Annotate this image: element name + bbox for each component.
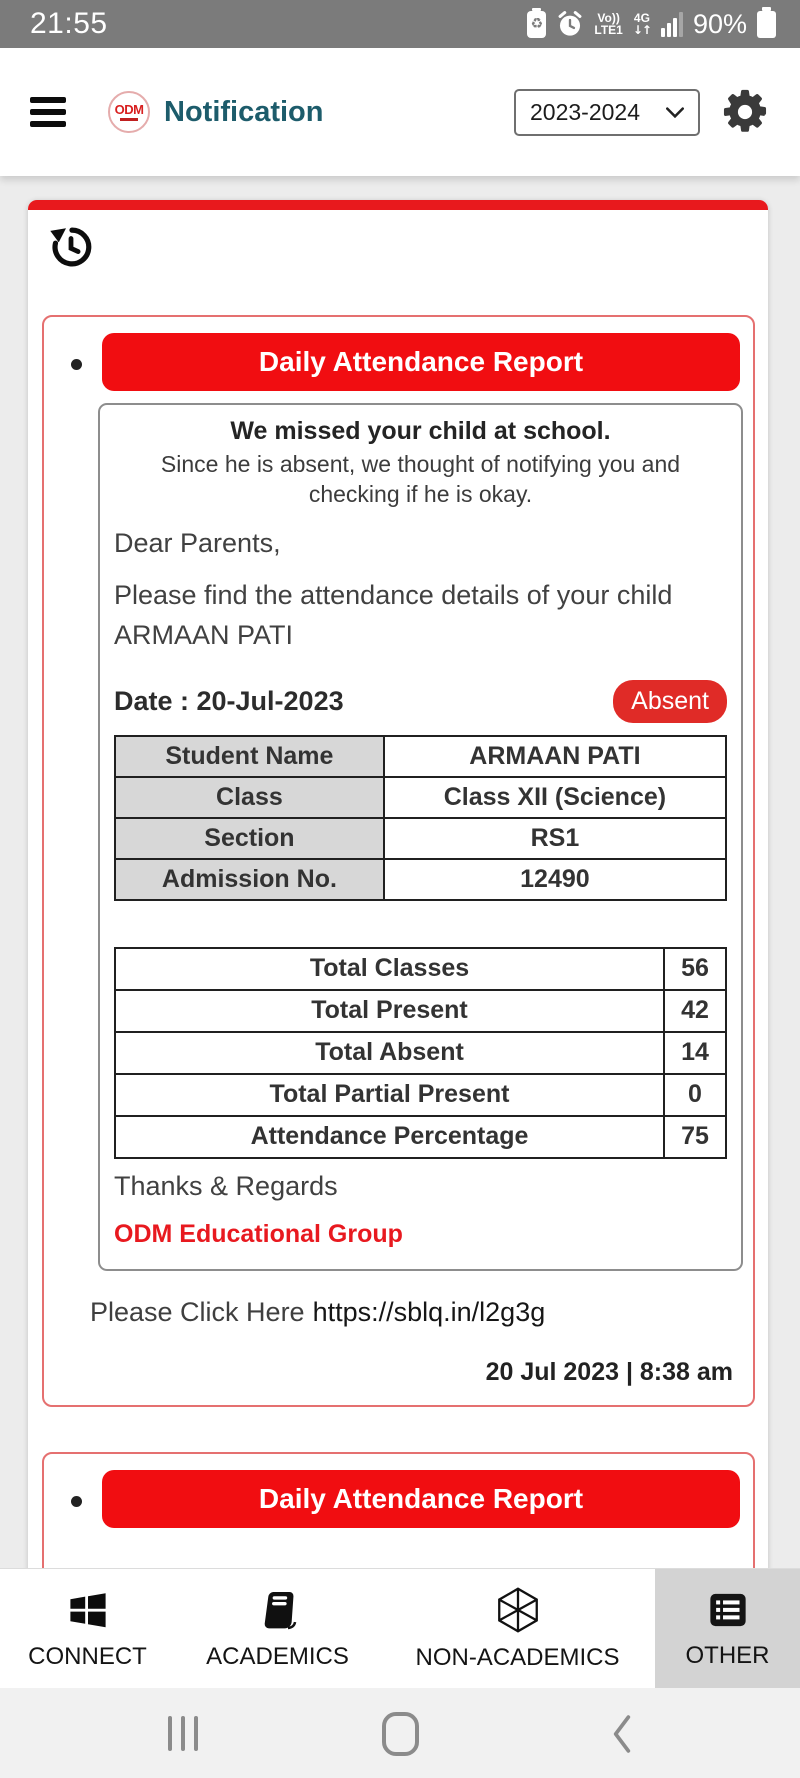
table-row bbox=[115, 1074, 726, 1116]
link-url[interactable]: https://sblq.in/l2g3g bbox=[312, 1296, 546, 1327]
odm-logo bbox=[108, 91, 150, 133]
table-row bbox=[115, 777, 726, 818]
row-label-cell: Section bbox=[115, 818, 384, 859]
chevron-down-icon bbox=[666, 107, 684, 118]
tab-label: CONNECT bbox=[28, 1643, 147, 1670]
bottom-nav bbox=[0, 1568, 800, 1688]
recents-button[interactable] bbox=[168, 1716, 198, 1751]
report-title: Daily Attendance Report bbox=[258, 1482, 584, 1514]
list-bullet bbox=[71, 1496, 82, 1507]
android-navigation-bar bbox=[0, 1688, 800, 1778]
home-button[interactable] bbox=[382, 1712, 419, 1756]
status-bar bbox=[0, 0, 800, 48]
report-title-button[interactable] bbox=[102, 333, 740, 391]
windows-grid-icon bbox=[64, 1586, 112, 1634]
volte-indicator: Vo)) LTE1 bbox=[594, 11, 623, 37]
alarm-icon bbox=[556, 10, 584, 38]
history-icon bbox=[48, 224, 94, 270]
salutation: Dear Parents, bbox=[114, 527, 281, 558]
table-row bbox=[115, 990, 726, 1032]
row-value-cell: 0 bbox=[664, 1074, 726, 1116]
row-value-cell: 56 bbox=[664, 948, 726, 990]
session-select-value: 2023-2024 bbox=[530, 98, 640, 125]
tab-label: OTHER bbox=[685, 1642, 770, 1669]
list-bullet bbox=[71, 359, 82, 370]
notification-card bbox=[42, 315, 755, 1407]
message-heading: We missed your child at school. bbox=[230, 417, 611, 445]
hamburger-menu-icon[interactable] bbox=[30, 97, 66, 127]
network-4g-indicator: 4G ↓↑ bbox=[632, 11, 651, 37]
report-title-button[interactable] bbox=[102, 1470, 740, 1528]
table-row bbox=[115, 1116, 726, 1158]
message-box bbox=[98, 403, 743, 1271]
row-label-cell: Student Name bbox=[115, 736, 384, 777]
message-subheading: Since he is absent, we thought of notifying you and checking if he is okay. bbox=[160, 451, 681, 508]
book-icon bbox=[255, 1586, 301, 1634]
table-row bbox=[115, 948, 726, 990]
status-badge: Absent bbox=[613, 680, 727, 723]
app-header bbox=[0, 48, 800, 176]
tab-label: ACADEMICS bbox=[206, 1643, 349, 1670]
tab-connect[interactable] bbox=[0, 1569, 175, 1688]
row-value-cell: 14 bbox=[664, 1032, 726, 1074]
clock-time: 21:55 bbox=[30, 7, 108, 40]
table-row bbox=[115, 859, 726, 900]
date-row bbox=[114, 680, 727, 723]
link-line bbox=[90, 1297, 733, 1328]
tab-academics[interactable] bbox=[175, 1569, 380, 1688]
battery-icon bbox=[757, 11, 776, 38]
session-select[interactable] bbox=[514, 89, 700, 136]
report-title: Daily Attendance Report bbox=[258, 346, 584, 377]
back-chevron-icon bbox=[612, 1715, 632, 1753]
link-label: Please Click Here bbox=[90, 1296, 305, 1327]
settings-button[interactable] bbox=[720, 87, 770, 137]
status-icons bbox=[527, 9, 776, 40]
row-label-cell: Admission No. bbox=[115, 859, 384, 900]
row-value-cell: RS1 bbox=[384, 818, 726, 859]
regards-text: Thanks & Regards bbox=[114, 1170, 338, 1201]
battery-saver-icon: ♻ bbox=[527, 11, 546, 38]
tab-label: NON-ACADEMICS bbox=[415, 1644, 620, 1671]
history-button[interactable] bbox=[48, 224, 94, 270]
tab-other[interactable] bbox=[655, 1569, 800, 1688]
row-label-cell: Total Partial Present bbox=[115, 1074, 664, 1116]
table-row bbox=[115, 1032, 726, 1074]
row-label-cell: Total Present bbox=[115, 990, 664, 1032]
row-value-cell: 75 bbox=[664, 1116, 726, 1158]
body-text: Please find the attendance details of your child ARMAAN PATI bbox=[114, 579, 673, 651]
row-label-cell: Total Absent bbox=[115, 1032, 664, 1074]
row-value-cell: Class XII (Science) bbox=[384, 777, 726, 818]
hexagon-wireframe-icon bbox=[493, 1585, 543, 1635]
gear-icon bbox=[720, 87, 770, 137]
page-title: Notification bbox=[164, 95, 324, 128]
battery-percent: 90% bbox=[692, 8, 747, 39]
attendance-summary-table bbox=[114, 947, 727, 1159]
panel-accent-bar bbox=[28, 200, 768, 210]
timestamp: 20 Jul 2023 | 8:38 am bbox=[485, 1357, 733, 1386]
row-label-cell: Attendance Percentage bbox=[115, 1116, 664, 1158]
signature-text: ODM Educational Group bbox=[114, 1219, 403, 1248]
list-icon bbox=[705, 1587, 751, 1633]
signal-strength-icon bbox=[661, 12, 683, 37]
row-value-cell: ARMAAN PATI bbox=[384, 736, 726, 777]
table-row bbox=[115, 736, 726, 777]
tab-non-academics[interactable] bbox=[380, 1569, 655, 1688]
table-row bbox=[115, 818, 726, 859]
row-value-cell: 42 bbox=[664, 990, 726, 1032]
row-label-cell: Total Classes bbox=[115, 948, 664, 990]
student-info-table bbox=[114, 735, 727, 901]
logo-text: ODM bbox=[114, 101, 144, 117]
row-value-cell: 12490 bbox=[384, 859, 726, 900]
date-label: Date : 20-Jul-2023 bbox=[114, 685, 344, 716]
back-button[interactable] bbox=[612, 1715, 632, 1753]
notification-panel bbox=[28, 200, 768, 1778]
row-label-cell: Class bbox=[115, 777, 384, 818]
